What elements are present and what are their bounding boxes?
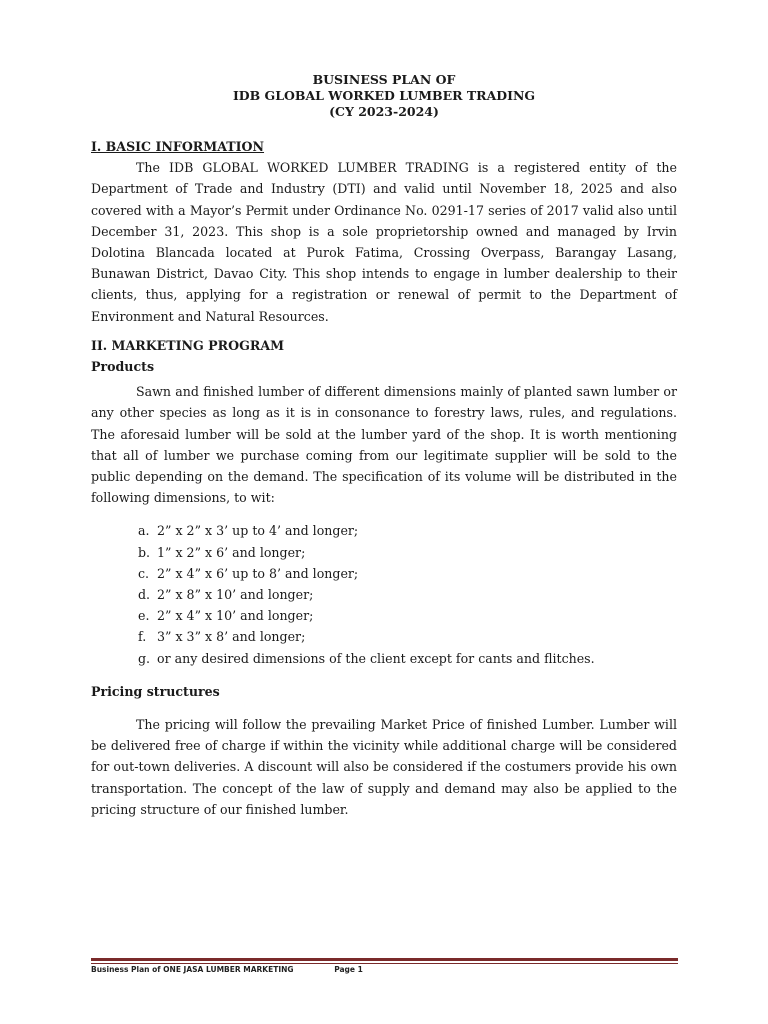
page-footer: [91, 965, 363, 974]
section-marketing-program-heading: II. MARKETING PROGRAM: [91, 337, 285, 353]
document-body: [91, 136, 677, 820]
page-number: Page 1: [334, 965, 363, 974]
list-item: c. 2” x 4” x 6’ up to 8’ and longer;: [138, 565, 359, 581]
pricing-heading: Pricing structures: [91, 683, 220, 699]
footer-title: Business Plan of ONE JASA LUMBER MARKETING: [91, 965, 294, 974]
list-item: g. or any desired dimensions of the client except for cants and flitches.: [138, 650, 595, 666]
products-paragraph: Sawn and finished lumber of different dimensions mainly of planted sawn lumber or any other species as long as it is in consonance to forestry laws, rules, and regulations. The aforesaid lumber will be sold at the lumber yard of the shop. It is worth mentioning that all of lumber we purchase coming from our legitimate supplier will be sold to the public depending on the demand. The specification of its volume will be distributed in the following dimensions, to wit:: [91, 384, 677, 506]
section-basic-information-heading: I. BASIC INFORMATION: [91, 139, 265, 154]
title-line-3: (CY 2023-2024): [329, 104, 439, 119]
list-item: f. 3” x 3” x 8’ and longer;: [138, 629, 306, 645]
footer-rule: [91, 958, 678, 961]
dimensions-list: [91, 520, 677, 668]
title-line-1: BUSINESS PLAN OF: [312, 72, 456, 87]
list-item: b. 1” x 2” x 6’ and longer;: [138, 544, 306, 560]
list-item: e. 2” x 4” x 10’ and longer;: [138, 608, 314, 624]
document-title: [0, 72, 768, 120]
products-heading: Products: [91, 359, 155, 375]
basic-information-paragraph: The IDB GLOBAL WORKED LUMBER TRADING is a registered entity of the Department of Trade and Industry (DTI) and valid until November 18, 2025 and also covered with a Mayor’s Permit under Ordinance No. 0291-17 series of 2017 valid also until December 31, 2023. This shop is a sole proprietorship owned and managed by Irvin Dolotina Blancada located at Purok Fatima, Crossing Overpass, Barangay Lasang, Bunawan District, Davao City. This shop intends to engage in lumber dealership to their clients, thus, applying for a registration or renewal of permit to the Department of Environment and Natural Resources.: [91, 160, 677, 324]
title-line-2: IDB GLOBAL WORKED LUMBER TRADING: [232, 88, 536, 103]
list-item: d. 2” x 8” x 10’ and longer;: [138, 587, 314, 603]
footer-rule-thin: [91, 963, 678, 964]
list-item: a. 2” x 2” x 3’ up to 4’ and longer;: [138, 523, 359, 539]
pricing-paragraph: The pricing will follow the prevailing Market Price of finished Lumber. Lumber will be delivered free of charge if within the vicinity while additional charge will be considered for out-town deliveries. A discount will also be considered if the costumers provide his own transportation. The concept of the law of supply and demand may also be applied to the pricing structure of our finished lumber.: [91, 717, 677, 817]
